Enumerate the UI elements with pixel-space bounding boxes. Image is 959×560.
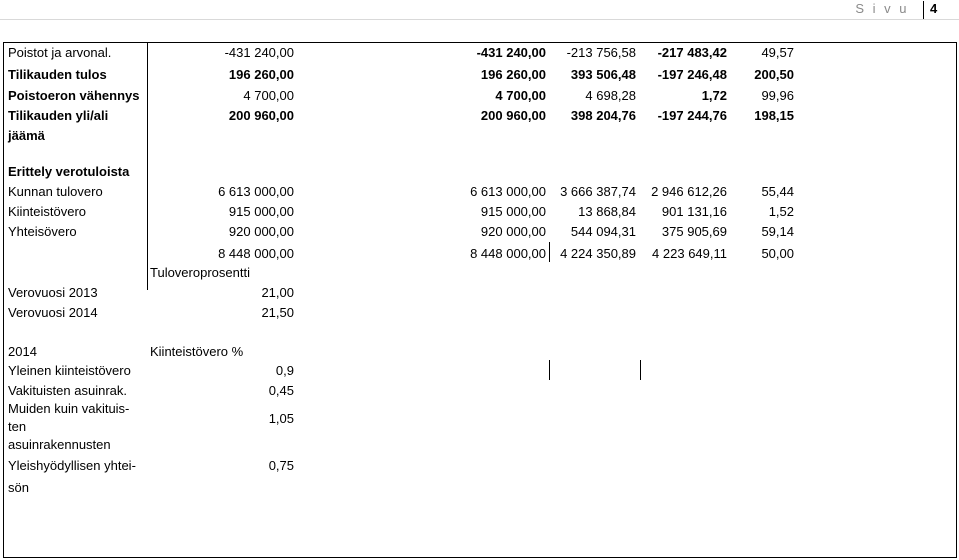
row-label: Muiden kuin vakituis- [8, 401, 130, 416]
row-label: Yleinen kiinteistövero [8, 363, 131, 378]
percent-value: 49,57 [761, 45, 794, 60]
actual-value: 544 094,31 [570, 224, 636, 239]
property-tax-year: 2014 [8, 344, 37, 359]
page-header [0, 0, 959, 20]
income-tax-heading: Tuloveroprosentti [150, 265, 250, 280]
row-label: Verovuosi 2013 [8, 285, 98, 300]
difference-value: -217 483,42 [657, 45, 727, 60]
row-label-continued: jäämä [8, 128, 45, 143]
revised-budget-value: 200 960,00 [480, 108, 546, 123]
revised-budget-total: 8 448 000,00 [470, 246, 546, 261]
section-heading: Erittely verotuloista [8, 164, 130, 179]
row-label: Tilikauden tulos [8, 67, 107, 82]
revised-budget-value: 6 613 000,00 [470, 184, 546, 199]
difference-value: 1,72 [701, 88, 727, 103]
actual-value: -213 756,58 [566, 45, 636, 60]
percent-value: 200,50 [754, 67, 794, 82]
budget-value: 200 960,00 [228, 108, 294, 123]
rate-value: 21,50 [261, 305, 294, 320]
percent-value: 59,14 [761, 224, 794, 239]
rate-value: 0,9 [275, 363, 294, 378]
difference-value: -197 244,76 [657, 108, 727, 123]
row-label: Kiinteistövero [8, 204, 87, 219]
difference-value: -197 246,48 [657, 67, 727, 82]
rate-value: 1,05 [268, 411, 294, 426]
actual-value: 393 506,48 [570, 67, 636, 82]
actual-total: 4 224 350,89 [560, 246, 636, 261]
budget-value: 196 260,00 [228, 67, 294, 82]
page-number: 4 [923, 1, 959, 20]
difference-value: 901 131,16 [661, 204, 727, 219]
row-label-continued: asuinrakennusten [8, 437, 111, 452]
column-divider [549, 360, 550, 380]
property-tax-heading: Kiinteistövero % [150, 344, 244, 359]
percent-value: 99,96 [761, 88, 794, 103]
revised-budget-value: -431 240,00 [476, 45, 546, 60]
row-label: Yhteisövero [8, 224, 77, 239]
column-divider [640, 360, 641, 380]
column-divider [549, 242, 550, 262]
row-label: Vakituisten asuinrak. [8, 383, 127, 398]
budget-value: -431 240,00 [224, 45, 294, 60]
actual-value: 4 698,28 [585, 88, 636, 103]
difference-total: 4 223 649,11 [652, 246, 727, 261]
rate-value: 0,75 [268, 458, 294, 473]
budget-total: 8 448 000,00 [218, 246, 294, 261]
row-label: Yleishyödyllisen yhtei- [8, 458, 136, 473]
budget-value: 915 000,00 [228, 204, 294, 219]
percent-total: 50,00 [761, 246, 794, 261]
row-label: Verovuosi 2014 [8, 305, 98, 320]
column-divider [147, 42, 148, 290]
actual-value: 398 204,76 [570, 108, 636, 123]
revised-budget-value: 920 000,00 [480, 224, 546, 239]
actual-value: 3 666 387,74 [560, 184, 636, 199]
percent-value: 198,15 [754, 108, 794, 123]
budget-value: 920 000,00 [228, 224, 294, 239]
actual-value: 13 868,84 [578, 204, 636, 219]
row-label: Poistot ja arvonal. [8, 45, 112, 60]
page-label: S i v u [855, 1, 909, 16]
difference-value: 2 946 612,26 [651, 184, 727, 199]
row-label: Poistoeron vähennys [8, 88, 140, 103]
row-label-continued: sön [8, 480, 29, 495]
row-label-continued: ten [8, 419, 27, 434]
row-label: Tilikauden yli/ali [8, 108, 109, 123]
row-label: Kunnan tulovero [8, 184, 103, 199]
budget-value: 4 700,00 [243, 88, 294, 103]
revised-budget-value: 4 700,00 [495, 88, 546, 103]
rate-value: 0,45 [268, 383, 294, 398]
difference-value: 375 905,69 [661, 224, 727, 239]
percent-value: 55,44 [761, 184, 794, 199]
rate-value: 21,00 [261, 285, 294, 300]
header-rule [0, 19, 959, 20]
revised-budget-value: 915 000,00 [480, 204, 546, 219]
revised-budget-value: 196 260,00 [480, 67, 546, 82]
percent-value: 1,52 [768, 204, 794, 219]
budget-value: 6 613 000,00 [218, 184, 294, 199]
